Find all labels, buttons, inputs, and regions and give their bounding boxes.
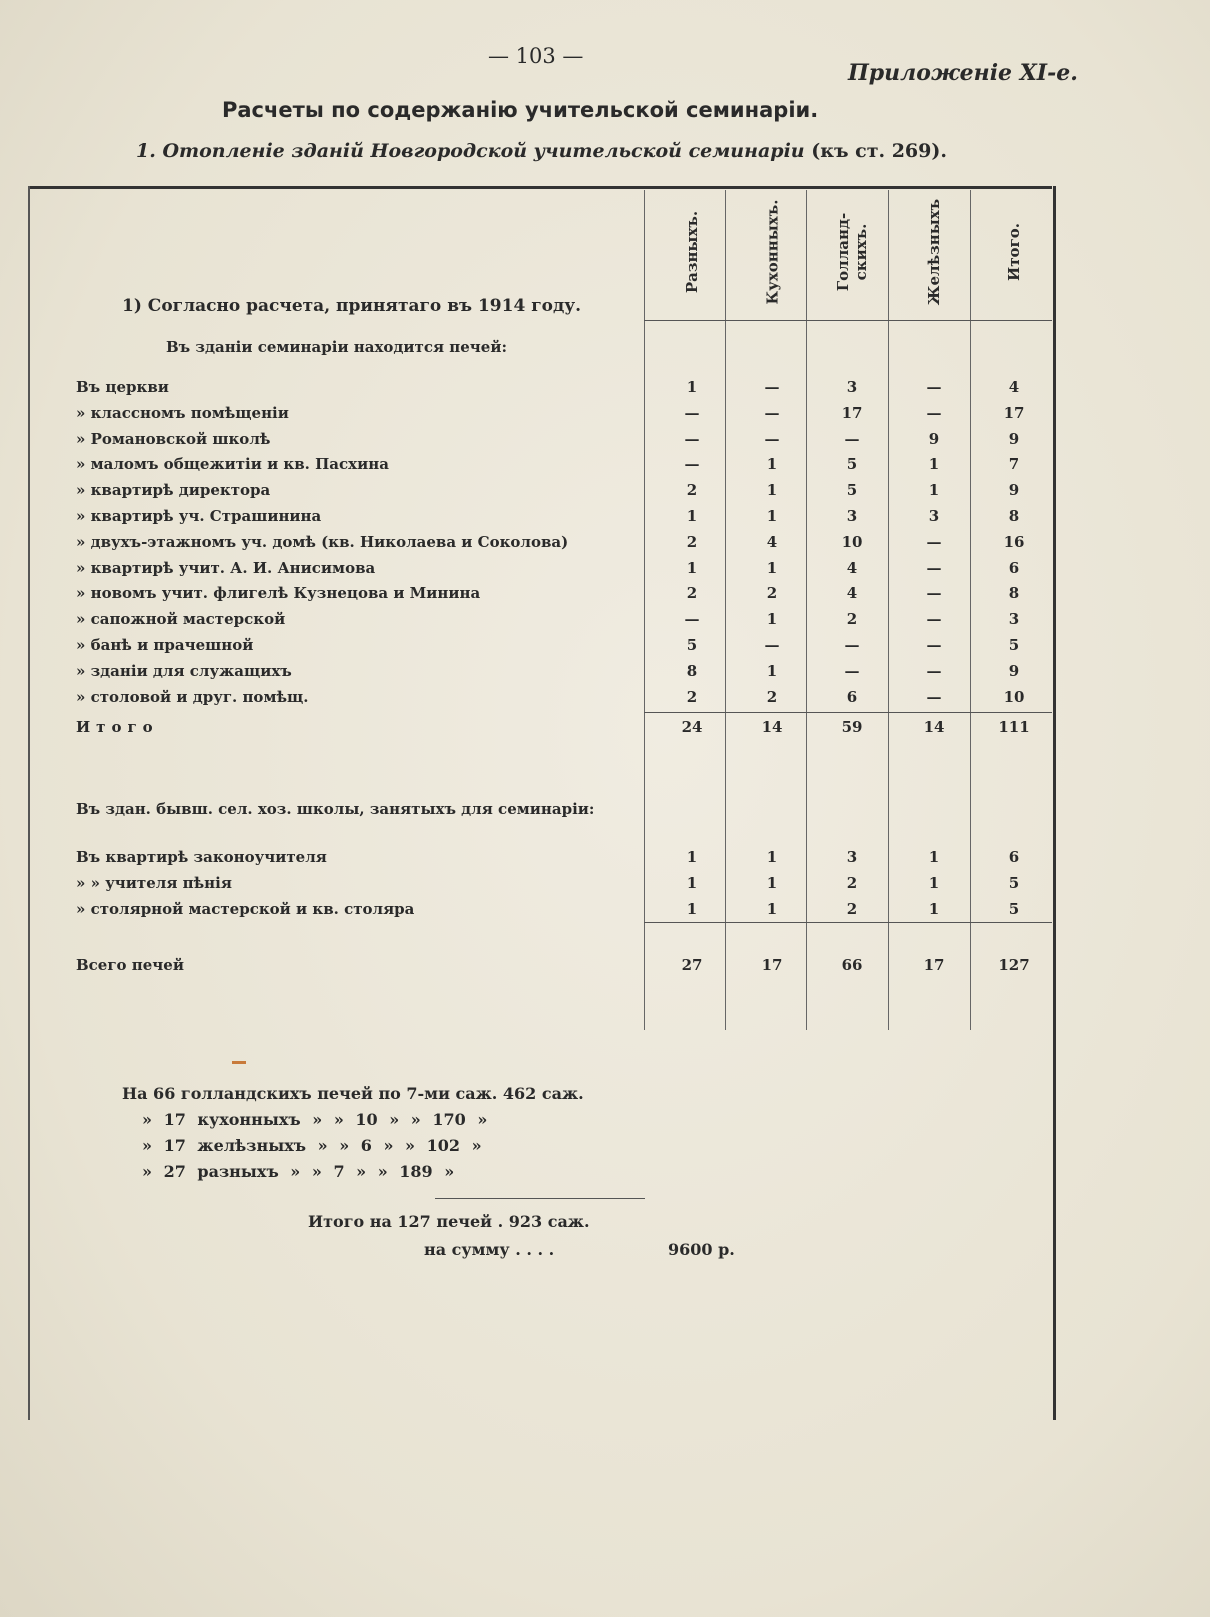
calc-line: » 17 кухонныхъ » » 10 » » 170 » (142, 1110, 488, 1129)
table-row-total (0, 718, 1060, 744)
calc-total-line: Итого на 127 печей . 923 саж. (308, 1212, 590, 1231)
table-cell: 1 (928, 848, 940, 866)
table-cell: 3 (846, 848, 858, 866)
table-cell: 1 (686, 558, 698, 577)
table-cell: 66 (841, 956, 863, 974)
table-cell: 1 (766, 661, 778, 680)
table-row (0, 559, 1060, 585)
row-label: » классномъ помѣщеніи (76, 403, 289, 422)
table-row (0, 584, 1060, 610)
table-row (0, 455, 1060, 481)
table-cell: 5 (846, 481, 858, 500)
table-cell: 1 (928, 874, 940, 892)
table-cell: — (926, 610, 942, 629)
table-cell: — (844, 661, 860, 680)
table-cell: 1 (928, 481, 940, 500)
table-cell: 9 (1008, 429, 1020, 448)
table-cell: 8 (1008, 584, 1020, 603)
calc-sum-value: 9600 р. (668, 1240, 735, 1259)
total-label: Итого (76, 718, 159, 736)
table-cell: — (926, 558, 942, 577)
table-cell: 1 (686, 507, 698, 525)
table-cell: 4 (1008, 378, 1020, 396)
table-cell: 2 (686, 532, 698, 551)
section2-heading: Въ здан. бывш. сел. хоз. школы, занятыхъ для семинаріи: (76, 800, 595, 818)
table-cell: 1 (766, 848, 778, 866)
table-cell: 8 (1008, 507, 1020, 525)
table-cell: 6 (1008, 848, 1020, 866)
table-cell: 2 (686, 584, 698, 603)
table-cell: 7 (1008, 455, 1020, 474)
table-cell: — (684, 455, 700, 474)
table-cell: — (926, 532, 942, 551)
column-header-itogo: Итого. (1004, 223, 1023, 281)
table-cell: 1 (686, 874, 698, 892)
grand-total-divider (644, 922, 1052, 923)
table-cell: 1 (766, 507, 778, 525)
table-cell: 9 (1008, 481, 1020, 500)
table-cell: 9 (928, 429, 940, 448)
table-row (0, 533, 1060, 559)
column-header-raznykh: Разныхъ. (683, 210, 702, 294)
table-cell: 2 (686, 481, 698, 500)
table-cell: 3 (928, 507, 940, 525)
table-cell: 5 (686, 636, 698, 654)
condition-heading: 1) Согласно расчета, принятаго въ 1914 году. (122, 296, 582, 316)
table-cell: 17 (1003, 403, 1025, 422)
table-cell: — (764, 429, 780, 448)
table-cell: — (684, 403, 700, 422)
table-cell: 1 (686, 848, 698, 866)
table-cell: 111 (998, 718, 1030, 736)
row-label: » Романовской школѣ (76, 429, 271, 448)
subtitle-reference: (къ ст. 269). (811, 140, 947, 162)
section-intro: Въ зданіи семинаріи находится печей: (166, 338, 507, 356)
row-label: » сапожной мастерской (76, 610, 286, 629)
row-label: » квартирѣ директора (76, 481, 271, 500)
table-cell: 1 (686, 378, 698, 396)
table-cell: — (926, 403, 942, 422)
table-cell: 1 (928, 900, 940, 918)
table-row-grand-total (0, 956, 1060, 982)
row-label: » зданіи для служащихъ (76, 661, 292, 680)
table-cell: — (684, 429, 700, 448)
column-header-zheleznykh: Желѣзныхъ (925, 198, 944, 306)
subtitle-text: 1. Отопленіе зданій Новгородской учительской семинаріи (136, 140, 805, 162)
table-cell: 1 (766, 874, 778, 892)
table-cell: 2 (766, 687, 778, 706)
appendix-label: Приложеніе XI-е. (848, 60, 1078, 86)
table-cell: 1 (766, 610, 778, 629)
page-number: — 103 — (488, 44, 584, 68)
table-cell: 14 (923, 718, 945, 736)
table-top-border (28, 186, 1052, 189)
calc-line: » 27 разныхъ » » 7 » » 189 » (142, 1162, 455, 1181)
table-row (0, 378, 1060, 404)
table-cell: 17 (841, 403, 863, 422)
table-cell: 2 (846, 900, 858, 918)
table-cell: 10 (841, 532, 863, 551)
table-cell: 24 (681, 718, 703, 736)
table-cell: 1 (766, 455, 778, 474)
table-cell: — (926, 687, 942, 706)
table-row (0, 688, 1060, 714)
table-row (0, 481, 1060, 507)
table-cell: 4 (846, 584, 858, 603)
header-divider (644, 320, 1052, 321)
table-cell: 27 (681, 956, 703, 974)
row-label: » маломъ общежитіи и кв. Пасхина (76, 455, 389, 474)
table-cell: 16 (1003, 532, 1025, 551)
table-cell: 4 (766, 532, 778, 551)
table-row (0, 874, 1060, 900)
table-cell: 9 (1008, 661, 1020, 680)
table-cell: 6 (846, 687, 858, 706)
table-cell: 3 (1008, 610, 1020, 629)
table-cell: — (764, 403, 780, 422)
table-left-border (28, 186, 30, 1420)
table-cell: — (684, 610, 700, 629)
column-header-kukhonnykh: Кухонныхъ. (763, 199, 781, 305)
table-cell: — (764, 378, 780, 396)
row-label: » квартирѣ учит. А. И. Анисимова (76, 558, 376, 577)
row-label: Въ церкви (76, 378, 169, 396)
table-cell: — (926, 636, 942, 654)
table-cell: — (926, 378, 942, 396)
table-cell: 2 (846, 610, 858, 629)
row-label: » новомъ учит. флигелѣ Кузнецова и Минина (76, 584, 481, 603)
calc-divider (435, 1198, 645, 1199)
row-label: » столовой и друг. помѣщ. (76, 687, 309, 706)
row-label: » » учителя пѣнія (76, 874, 232, 892)
row-label: » столярной мастерской и кв. столяра (76, 900, 415, 918)
table-cell: 1 (686, 900, 698, 918)
table-cell: 17 (761, 956, 783, 974)
table-cell: 2 (686, 687, 698, 706)
table-row (0, 662, 1060, 688)
page-title: Расчеты по содержанію учительской семинаріи. (222, 98, 819, 122)
total-divider (644, 712, 1052, 713)
table-cell: 1 (928, 455, 940, 474)
table-cell: 14 (761, 718, 783, 736)
table-cell: 5 (846, 455, 858, 474)
table-cell: 5 (1008, 636, 1020, 654)
table-cell: — (764, 636, 780, 654)
table-cell: 1 (766, 900, 778, 918)
table-cell: 3 (846, 507, 858, 525)
table-cell: 10 (1003, 687, 1025, 706)
table-cell: — (926, 584, 942, 603)
grand-total-label: Всего печей (76, 956, 184, 974)
table-row (0, 610, 1060, 636)
calc-line: На 66 голландскихъ печей по 7-ми саж. 462 саж. (122, 1084, 584, 1103)
table-row (0, 848, 1060, 874)
calc-sum-label: на сумму . . . . (424, 1240, 555, 1259)
table-row (0, 404, 1060, 430)
table-row (0, 636, 1060, 662)
row-label: » двухъ-этажномъ уч. домѣ (кв. Николаева и Соколова) (76, 532, 569, 551)
table-cell: — (926, 661, 942, 680)
table-cell: 1 (766, 481, 778, 500)
table-cell: 5 (1008, 900, 1020, 918)
table-row (0, 507, 1060, 533)
row-label: » банѣ и прачешной (76, 636, 254, 654)
table-cell: 59 (841, 718, 863, 736)
row-label: » квартирѣ уч. Страшинина (76, 507, 322, 525)
table-cell: 2 (766, 584, 778, 603)
row-label: Въ квартирѣ законоучителя (76, 848, 327, 866)
section-subtitle (136, 140, 947, 162)
table-cell: 5 (1008, 874, 1020, 892)
table-cell: 17 (923, 956, 945, 974)
table-cell: 3 (846, 378, 858, 396)
table-cell: 2 (846, 874, 858, 892)
column-header-gollandskikh: Голланд- скихъ. (834, 212, 870, 292)
table-cell: 8 (686, 661, 698, 680)
table-cell: 127 (998, 956, 1030, 974)
table-right-border (1053, 186, 1056, 1420)
table-cell: — (844, 636, 860, 654)
table-cell: 6 (1008, 558, 1020, 577)
table-cell: 1 (766, 558, 778, 577)
calc-line: » 17 желѣзныхъ » » 6 » » 102 » (142, 1136, 482, 1155)
ink-mark (232, 1061, 246, 1064)
table-cell: 4 (846, 558, 858, 577)
table-cell: — (844, 429, 860, 448)
table-row (0, 430, 1060, 456)
